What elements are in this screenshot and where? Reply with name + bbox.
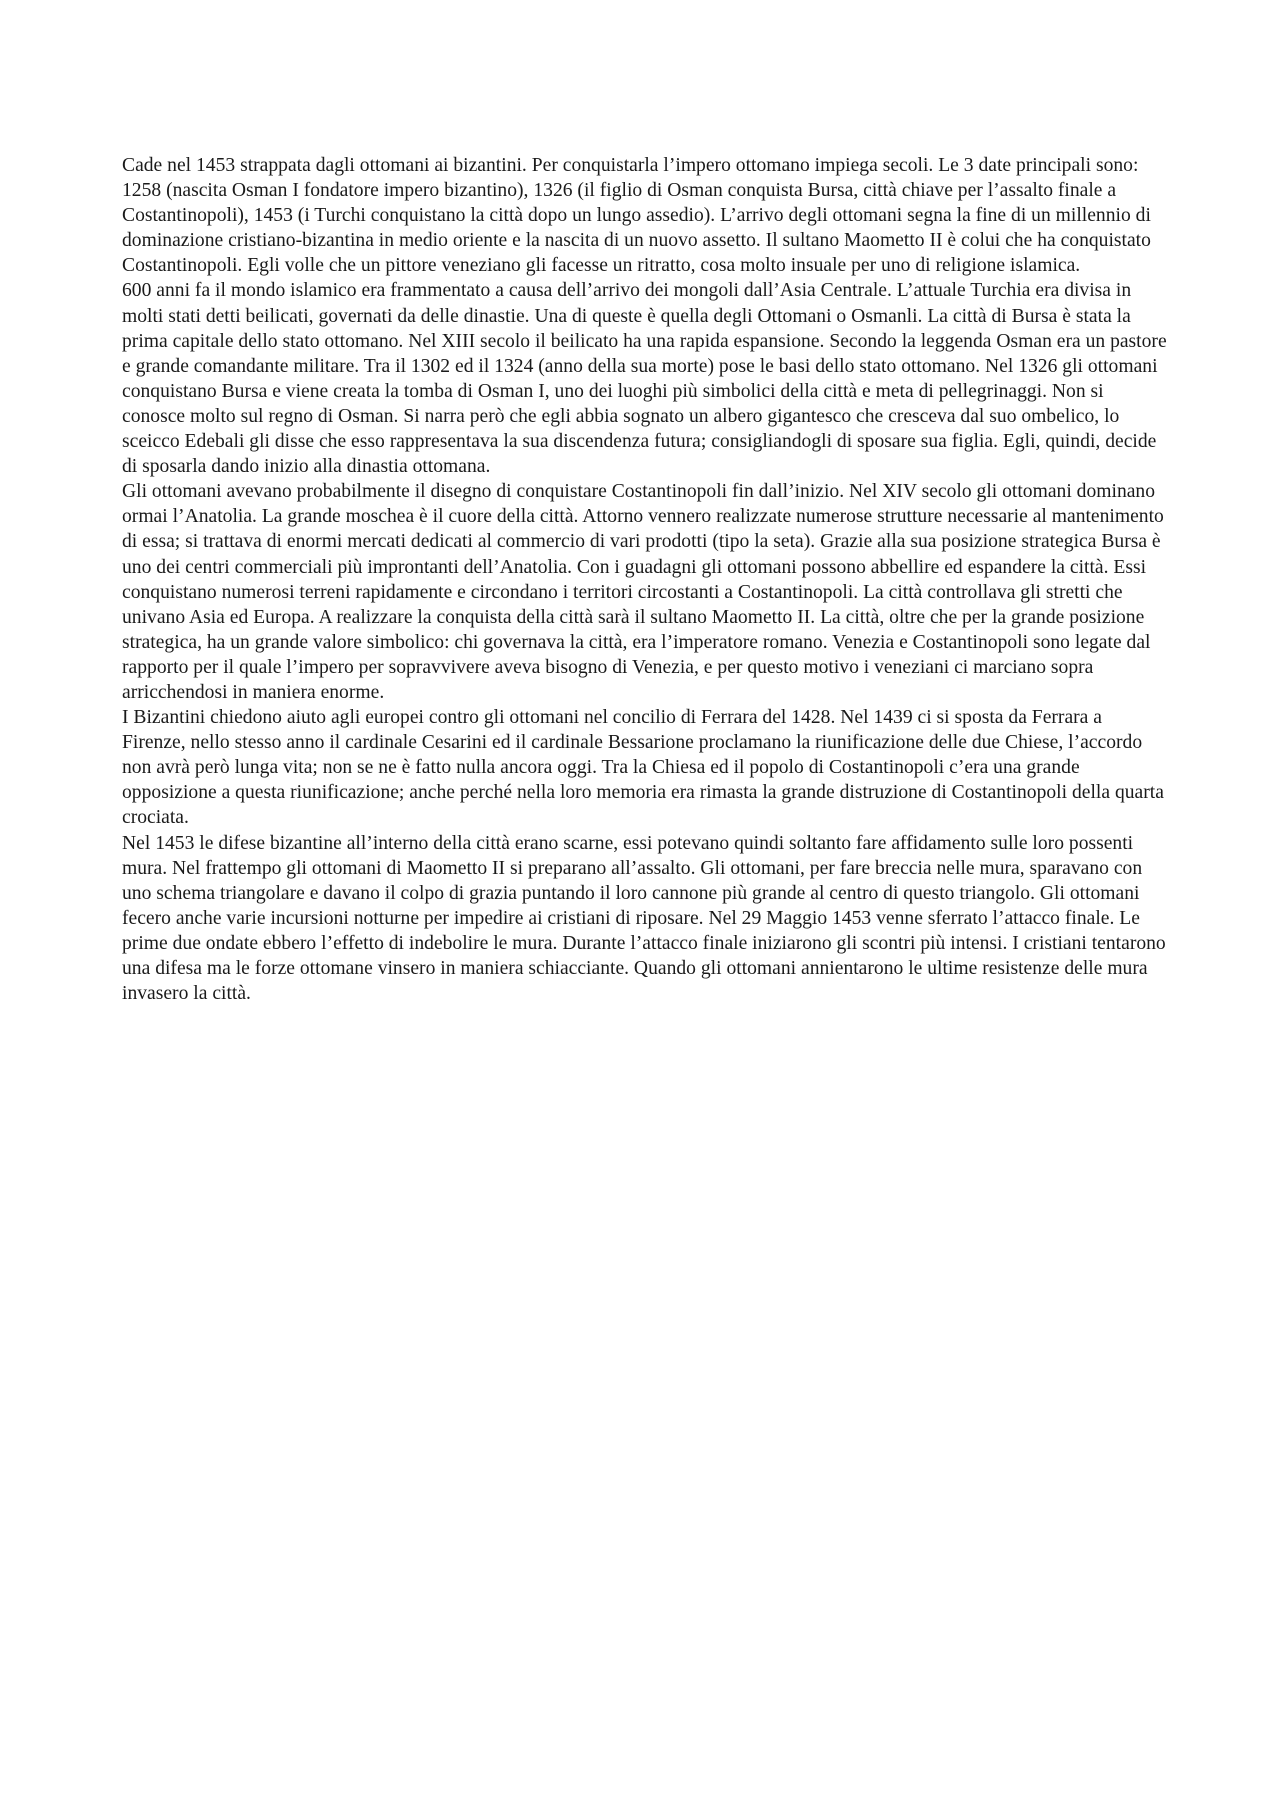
paragraph: Gli ottomani avevano probabilmente il disegno di conquistare Costantinopoli fin dall’inizio. Nel XIV secolo gli ottomani dominano ormai l’Anatolia. La grande moschea è il cuore della città. Attorno vennero realizzate numerose strutture necessarie al mantenimento di essa; si trattava di enormi mercati dedicati al commercio di vari prodotti (tipo la seta). Grazie alla sua posizione strategica Bursa è uno dei centri commerciali più improntanti dell’Anatolia. Con i guadagni gli ottomani possono abbellire ed espandere la città. Essi conquistano numerosi terreni rapidamente e circondano i territori circostanti a Costantinopoli. La città controllava gli stretti che univano Asia ed Europa. A realizzare la conquista della città sarà il sultano Maometto II. La città, oltre che per la grande posizione strategica, ha un grande valore simbolico: chi governava la città, era l’imperatore romano. Venezia e Costantinopoli sono legate dal rapporto per il quale l’impero per sopravvivere aveva bisogno di Venezia, e per questo motivo i veneziani ci marciano sopra arricchendosi in maniera enorme.	[122, 481, 1164, 703]
paragraph: 600 anni fa il mondo islamico era frammentato a causa dell’arrivo dei mongoli dall’Asia Centrale. L’attuale Turchia era divisa in molti stati detti beilicati, governati da delle dinastie. Una di queste è quella degli Ottomani o Osmanli. La città di Bursa è stata la prima capitale dello stato ottomano. Nel XIII secolo il beilicato ha una rapida espansione. Secondo la leggenda Osman era un pastore e grande comandante militare. Tra il 1302 ed il 1324 (anno della sua morte) pose le basi dello stato ottomano. Nel 1326 gli ottomani conquistano Bursa e viene creata la tomba di Osman I, uno dei luoghi più simbolici della città e meta di pellegrinaggi. Non si conosce molto sul regno di Osman. Si narra però che egli abbia sognato un albero gigantesco che cresceva dal suo ombelico, lo sceicco Edebali gli disse che esso rappresentava la sua discendenza futura; consigliandogli di sposare sua figlia. Egli, quindi, decide di sposarla dando inizio alla dinastia ottomana.	[122, 280, 1167, 478]
paragraph: Cade nel 1453 strappata dagli ottomani ai bizantini. Per conquistarla l’impero ottomano impiega secoli. Le 3 date principali sono: 1258 (nascita Osman I fondatore impero bizantino), 1326 (il figlio di Osman conquista Bursa, città chiave per l’assalto finale a Costantinopoli), 1453 (i Turchi conquistano la città dopo un lungo assedio). L’arrivo degli ottomani segna la fine di un millennio di dominazione cristiano-bizantina in medio oriente e la nascita di un nuovo assetto. Il sultano Maometto II è colui che ha conquistato Costantinopoli. Egli volle che un pittore veneziano gli facesse un ritratto, cosa molto insuale per uno di religione islamica.	[122, 155, 1151, 277]
paragraph: Nel 1453 le difese bizantine all’interno della città erano scarne, essi potevano quindi soltanto fare affidamento sulle loro possenti mura. Nel frattempo gli ottomani di Maometto II si preparano all’assalto. Gli ottomani, per fare breccia nelle mura, sparavano con uno schema triangolare e davano il colpo di grazia puntando il loro cannone più grande al centro di questo triangolo. Gli ottomani fecero anche varie incursioni notturne per impedire ai cristiani di riposare. Nel 29 Maggio 1453 venne sferrato l’attacco finale. Le prime due ondate ebbero l’effetto di indebolire le mura. Durante l’attacco finale iniziarono gli scontri più intensi. I cristiani tentarono una difesa ma le forze ottomane vinsero in maniera schiacciante. Quando gli ottomani annientarono le ultime resistenze delle mura invasero la città.	[122, 832, 1166, 1005]
paragraph: I Bizantini chiedono aiuto agli europei contro gli ottomani nel concilio di Ferrara del 1428. Nel 1439 ci si sposta da Ferrara a Firenze, nello stesso anno il cardinale Cesarini ed il cardinale Bessarione proclamano la riunificazione delle due Chiese, l’accordo non avrà però lunga vita; non se ne è fatto nulla ancora oggi. Tra la Chiesa ed il popolo di Costantinopoli c’era una grande opposizione a questa riunificazione; anche perché nella loro memoria era rimasta la grande distruzione di Costantinopoli della quarta crociata.	[122, 707, 1164, 829]
document-body	[122, 153, 1170, 1006]
